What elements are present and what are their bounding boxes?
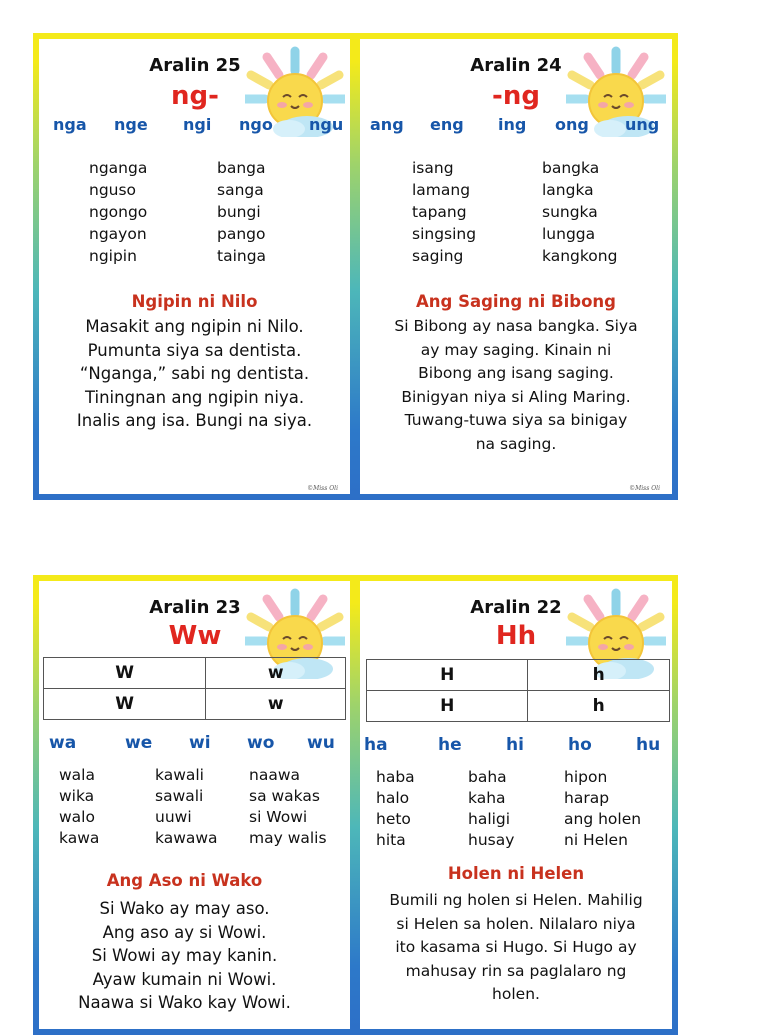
lesson-sound: ng- [171, 81, 219, 111]
word: kawawa [155, 829, 218, 847]
word: nguso [89, 181, 137, 199]
syllable: nga [53, 115, 87, 134]
word: pango [217, 225, 266, 243]
lesson-sound: Hh [495, 621, 537, 651]
syllable: ngu [309, 115, 344, 134]
word: husay [468, 831, 515, 849]
word: si Wowi [249, 808, 308, 826]
word: wala [59, 766, 95, 784]
word: halo [376, 789, 410, 807]
word: lungga [542, 225, 596, 243]
word: sungka [542, 203, 598, 221]
word: bangka [542, 159, 600, 177]
word: hipon [564, 768, 608, 786]
letter-cell: W [44, 689, 206, 720]
syllable: wo [247, 733, 275, 753]
word: ngongo [89, 203, 148, 221]
story-text: Si Wako ay may aso. Ang aso ay si Wowi. Si Wowi ay may kanin. Ayaw kumain ni Wowi. Naawa si Wako kay Wowi. [78, 899, 291, 1012]
syllable: he [438, 735, 462, 755]
word: kangkong [542, 247, 618, 265]
word: tapang [412, 203, 467, 221]
word: heto [376, 810, 411, 828]
story-text: Si Bibong ay nasa bangka. Siya ay may saging. Kinain ni Bibong ang isang saging. Binigyan niya si Aling Maring. Tuwang-tuwa siya sa binigay na saging. [394, 317, 638, 453]
lesson-card-23 [33, 575, 356, 1035]
syllable: ung [625, 115, 660, 134]
lesson-title: Aralin 25 [149, 55, 241, 76]
syllable: ha [364, 735, 388, 755]
word: kawali [155, 766, 204, 784]
word: ang holen [564, 810, 642, 828]
letter-cell: h [528, 660, 670, 691]
word: tainga [217, 247, 267, 265]
syllable: ho [568, 735, 592, 755]
word: haligi [468, 810, 511, 828]
word: wika [59, 787, 95, 805]
word: uuwi [155, 808, 192, 826]
syllable: wa [49, 733, 77, 753]
lesson-title: Aralin 22 [470, 597, 562, 618]
word: banga [217, 159, 266, 177]
lesson-card-24 [354, 33, 678, 500]
word: hita [376, 831, 406, 849]
letter-cell: w [206, 658, 346, 689]
word: saging [412, 247, 464, 265]
syllable: we [125, 733, 153, 753]
story-title: Holen ni Helen [447, 864, 585, 883]
letter-cell: W [44, 658, 206, 689]
lesson-title: Aralin 23 [149, 597, 241, 618]
word: walo [59, 808, 95, 826]
lesson-title: Aralin 24 [470, 55, 562, 76]
syllable: hi [506, 735, 524, 755]
word: naawa [249, 766, 300, 784]
syllable: ngi [183, 115, 212, 134]
story-title: Ngipin ni Nilo [131, 292, 258, 311]
story-text: Masakit ang ngipin ni Nilo. Pumunta siya sa dentista. “Nganga,” sabi ng dentista. Tiningnan ang ngipin niya. Inalis ang isa. Bungi na siya. [76, 317, 313, 430]
word: singsing [412, 225, 477, 243]
word: bungi [217, 203, 261, 221]
word: ngipin [89, 247, 137, 265]
word: lamang [412, 181, 471, 199]
story-text: Bumili ng holen si Helen. Mahilig si Helen sa holen. Nilalaro niya ito kasama si Hugo. Si Hugo ay mahusay rin sa paglalaro ng holen. [389, 891, 643, 1003]
syllable: wi [189, 733, 211, 753]
story-title: Ang Aso ni Wako [106, 871, 263, 890]
word: isang [412, 159, 454, 177]
lesson-card-25 [33, 33, 356, 500]
word: ngayon [89, 225, 147, 243]
lesson-card-22 [354, 575, 678, 1035]
word: ni Helen [564, 831, 628, 849]
syllable: ong [555, 115, 589, 134]
word: sa wakas [249, 787, 320, 805]
word: nganga [89, 159, 148, 177]
syllable: nge [114, 115, 148, 134]
credit: ©Miss Oli [307, 485, 338, 492]
syllable: hu [636, 735, 661, 755]
word: langka [542, 181, 594, 199]
word: haba [376, 768, 415, 786]
word: sanga [217, 181, 264, 199]
word: kaha [468, 789, 506, 807]
letter-cell: h [528, 691, 670, 722]
credit: ©Miss Oli [629, 485, 660, 492]
syllable: wu [307, 733, 335, 753]
syllable: ing [498, 115, 527, 134]
lesson-sound: -ng [492, 81, 540, 111]
letter-cell: H [367, 660, 528, 691]
syllable: eng [430, 115, 464, 134]
letter-cell: H [367, 691, 528, 722]
word: harap [564, 789, 610, 807]
word: may walis [249, 829, 327, 847]
word: sawali [155, 787, 204, 805]
syllable: ang [370, 115, 404, 134]
letter-cell: w [206, 689, 346, 720]
syllable: ngo [239, 115, 273, 134]
lesson-sound: Ww [168, 621, 222, 651]
letter-table [366, 659, 670, 722]
letter-table [43, 657, 346, 720]
word: baha [468, 768, 507, 786]
story-title: Ang Saging ni Bibong [416, 292, 616, 311]
word: kawa [59, 829, 100, 847]
